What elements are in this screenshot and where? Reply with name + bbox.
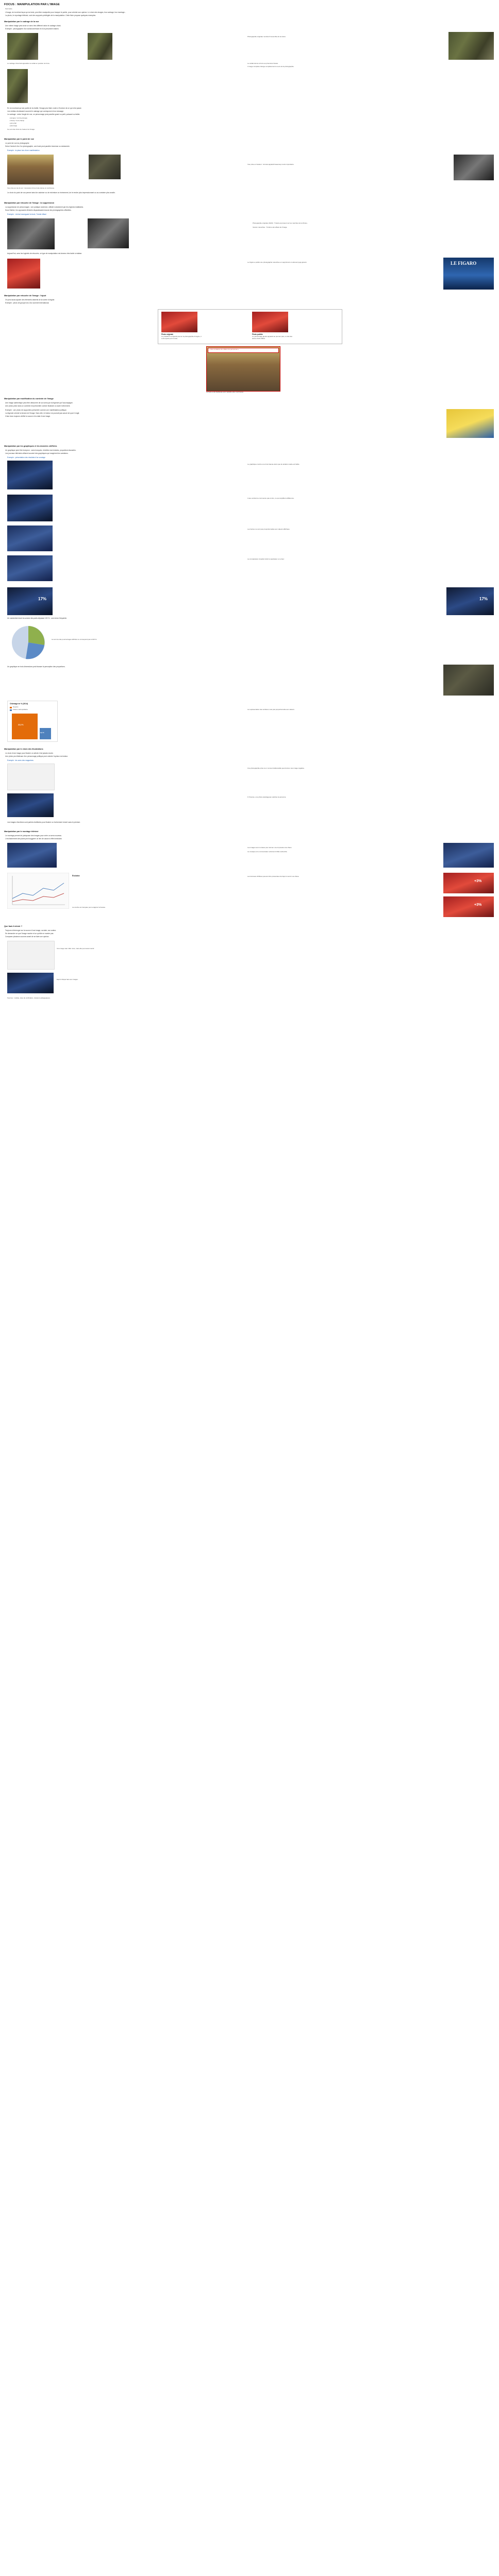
s7-caption-1: Une photographie prise à un moment défavorable peut donner une image négative.	[247, 767, 305, 769]
s5-text-3: Il faut donc toujours vérifier la source et la date d'une image.	[5, 415, 51, 417]
section-9-line-1: Toujours s'interroger sur la source d'une image, sa date, son auteur.	[5, 929, 57, 931]
s3-caption-2: Version retouchée : Trotski a été effacé de l'image.	[253, 226, 288, 228]
montage-frame-1	[7, 843, 57, 868]
montage-frame-2	[443, 843, 494, 868]
magazine-cover-1	[7, 764, 55, 790]
s6-tv-caption-4: La comparaison visuelle induit le spectateur en erreur.	[247, 558, 285, 560]
lenin-retouched-photo	[88, 218, 129, 248]
s9-caption-1: Une image vaut mille mots, mais elle peut aussi mentir.	[57, 947, 95, 950]
figaro-cover	[443, 258, 494, 290]
final-illustration-2	[7, 973, 54, 993]
s4-crowd-caption: La foule a été dupliquée pour paraître plus nombreuse.	[206, 391, 244, 393]
crowd-aerial-photo	[454, 155, 494, 180]
s6-text-2: Un graphique en trois dimensions peut fausser la perception des proportions.	[7, 666, 65, 668]
section-9-line-2: Se demander ce que l'image montre et ce qu'elle ne montre pas.	[5, 933, 54, 935]
legend-swatch-metropole	[10, 709, 12, 711]
legend-label-guyane: Guyane	[13, 706, 19, 708]
tv-graph-2	[7, 495, 53, 521]
s1-text-1: En ne montrant qu'une partie de la réalité, l'image peut faire croire à l'inverse de ce qui s'est passé.	[7, 107, 82, 109]
section-4-title: Manipulation par retouche de l'image : l'ajout	[4, 295, 46, 297]
supporters-photo	[446, 409, 494, 438]
section-8-line-1: Le montage permet de juxtaposer des images pour créer un sens nouveau.	[5, 835, 62, 837]
s6-text-3: La représentation des surfaces n'est pas proportionnelle aux valeurs.	[247, 708, 295, 710]
s1-caption-right-3: L'image complète change complètement le sens de la photographie.	[247, 65, 294, 67]
section-9-line-3: Comparer plusieurs sources avant de se faire une opinion.	[5, 936, 49, 938]
tv-graph-1	[7, 461, 53, 489]
s1-bullet-2: • champ / hors-champ	[9, 120, 25, 122]
s6-tv-caption-3: Les barres ne sont pas proportionnelles aux valeurs affichées.	[247, 528, 290, 530]
s2-example-link[interactable]: Exemple : la place lors d'une manifestation	[7, 149, 40, 151]
soldier-vertical-photo	[7, 69, 28, 103]
s8-text: Les données chiffrées peuvent être présentées de façon à servir une thèse.	[247, 875, 300, 877]
bar-guyane-value: 22,3 %	[18, 724, 24, 726]
bar-metropole	[40, 728, 51, 739]
s9-final-note: Sources : médias, sites de vérification, dossiers pédagogiques.	[7, 997, 51, 999]
percent-tv-2-value: +3%	[474, 903, 482, 907]
section-5-line-2: Une photo prise dans un contexte est présentée comme illustrant un autre événement.	[5, 405, 71, 407]
section-5-title: Manipulation par modification du contexte de l'image	[4, 398, 54, 400]
unemployment-title: Chômage en % (2014)	[10, 703, 28, 705]
s1-note: Ce sont des choix de l'auteur de l'image.	[7, 128, 35, 130]
s2-caption-1: Vue prise au ras du sol : impression d'une foule dense et nombreuse.	[7, 187, 55, 189]
s6-tv-caption-2: L'axe vertical ne commence pas à zéro, ce qui amplifie la différence.	[247, 497, 294, 499]
pie-slice-blue	[26, 642, 44, 659]
legend-label-metropole: France métropolitaine	[13, 708, 28, 710]
s1-text-2: Les médias choisissent souvent le cadrage qui correspond à leur message.	[7, 110, 64, 112]
s5-text-2: La légende oriente la lecture de l'image. Sans elle, le lecteur ne pourrait pas savoir de quoi il s'agit.	[5, 412, 80, 414]
box-left-text: Le président ne figurait pas sur la photographie d'origine, il a été ajouté par la suite.	[161, 335, 202, 340]
percent-badge-left: 17%	[38, 597, 47, 601]
section-3-line-1: La suppression de personnages : une pratique ancienne, utilisée notamment par les régimes totalitaires.	[5, 206, 84, 208]
portrait-photo	[7, 259, 40, 289]
section-1-line-2: Exemple : photographie d'un soldat américain et d'un prisonnier irakien.	[5, 28, 59, 30]
s1-text-3: Le cadrage : selon l'angle de vue, un personnage peut paraître grand ou petit, puissant ou faible.	[7, 113, 80, 115]
pie-slice-green	[28, 626, 44, 645]
crowd-ground-photo	[7, 155, 54, 184]
section-4-line-2: Exemple : photo de groupe lors d'un sommet international.	[5, 302, 49, 304]
pie-chart	[10, 624, 46, 660]
crowd-quote-box	[208, 348, 279, 353]
section-2-line-1: Le point de vue du photographe	[5, 142, 29, 144]
3d-chart-photo	[443, 665, 494, 696]
s8-caption-3: La courbe est tronquée pour exagérer la hausse.	[72, 906, 106, 908]
intro-line-2: La photo, le reportage télévisé, sont des supports privilégiés de la manipulation. Cette fiche propose quelques exemples.	[5, 14, 96, 16]
lenin-original-photo	[7, 218, 55, 249]
s1-caption-left: Le cadrage choisi fait apparaître le soldat en position de force.	[7, 62, 50, 64]
section-6-line-2: Les journaux télévisés utilisent souvent des graphiques qui exagèrent les variations.	[5, 452, 69, 454]
box-right-text: Le personnage ajouté apparaît au premier plan, à côté des autres chefs d'État.	[252, 335, 293, 340]
figaro-logo: LE FIGARO	[451, 261, 477, 266]
section-6-title: Manipulation par les graphiques et les données chiffrées	[4, 445, 57, 447]
s1-bullet-1: • plongée / contre-plongée	[9, 117, 28, 119]
s1-caption-right-2: Le soldat donne à boire au prisonnier blessé.	[247, 62, 278, 64]
tv-graph-3	[7, 526, 53, 551]
section-3-line-2: Sous Staline, les opposants éliminés disparaissaient aussi des photographies officielles.	[5, 209, 72, 211]
section-7-line-2: Une photo peu flatteuse d'un personnage politique peut orienter l'opinion du lecteur.	[5, 755, 69, 757]
summary-label: Sommaire	[5, 8, 12, 10]
percent-badge-right: 17%	[479, 597, 488, 601]
section-2-line-2: Selon l'endroit d'où l'on photographie, une foule peut paraître immense ou clairsemée.	[5, 145, 70, 147]
s3-text-2: Le Figaro a publié une photographie retouchée en supprimant un élément jugé gênant.	[247, 261, 307, 263]
percent-tv-2	[443, 896, 494, 917]
s1-caption-right: Photographie originale montrant l'ensemble de la scène.	[247, 36, 286, 38]
section-9-title: Que faut-il retenir ?	[4, 925, 23, 927]
soldier-photo-2	[88, 33, 112, 60]
s2-text: Le choix du point de vue permet ainsi de valoriser ou de minimiser un événement, de le rendre plus impressionnant ou au contraire plus anodin.	[7, 192, 115, 194]
summit-original-photo	[161, 312, 197, 332]
section-1-title: Manipulation par le cadrage de la vue	[4, 21, 39, 23]
s7-text: Les images d'archives sont parfois réutilisées pour illustrer un événement récent sans le préciser.	[7, 821, 80, 823]
section-4-line-1: On peut aussi ajouter des éléments absents de la scène d'origine.	[5, 299, 55, 301]
s9-caption-2: Esprit critique face aux images.	[57, 978, 78, 980]
box-left-title: Photo originale	[161, 333, 174, 335]
section-7-line-1: Le choix d'une image pour illustrer un article n'est jamais neutre.	[5, 752, 54, 754]
line-chart-title: Évolution	[72, 875, 80, 877]
s6-example-link[interactable]: Exemple : présentation des résultats d'un sondage	[7, 456, 45, 459]
section-3-title: Manipulation par retouche de l'image : la suppression	[4, 202, 55, 204]
s8-caption-2: La musique et le commentaire renforcent l'effet recherché.	[247, 851, 288, 853]
legend-swatch-guyane	[10, 707, 12, 708]
s6-text: Un camembert dont la somme des parts dépasse 100 % : une erreur fréquente.	[7, 617, 68, 619]
pie-caption: La somme des pourcentages affichés ne correspond pas à 100 %.	[52, 638, 97, 640]
final-illustration-1	[7, 941, 55, 970]
tv-graph-4	[7, 555, 53, 581]
s3-example-link[interactable]: Exemple : Lénine haranguant la foule, Trotski effacé	[7, 213, 46, 215]
crowd-photo-2	[89, 155, 121, 179]
comparison-box	[158, 309, 342, 344]
section-7-title: Manipulation par le choix des illustrations	[4, 748, 43, 750]
s2-caption-2: Vue prise en hauteur : la foule apparaît beaucoup moins importante.	[247, 163, 294, 165]
section-2-title: Manipulation par le point de vue	[4, 138, 35, 140]
s5-text-1: Exemple : une photo de supporters présentée comme une manifestation politique.	[5, 409, 67, 411]
unemployment-panel	[7, 701, 58, 742]
intro-line-1: L'image, de la même façon qu'un texte, peut être manipulée pour tromper le public, pour orienter son opinion. Le choix des images, leur cadrage, leur montage...	[5, 11, 126, 13]
page-title: FOCUS : MANIPULATION PAR L'IMAGE	[4, 3, 60, 6]
s1-bullet-4: • plan large	[9, 125, 18, 127]
s8-caption-1: Les images sont montées pour donner une impression de chaos.	[247, 846, 292, 849]
section-8-line-2: L'enchaînement des plans peut suggérer un lien de cause à effet inexistant.	[5, 838, 62, 840]
s6-tv-caption-1: Le graphique montre une forte hausse alors que la variation réelle est faible.	[247, 463, 300, 465]
section-5-line-1: Une image authentique peut être détournée de son sens par la légende qui l'accompagne.	[5, 402, 73, 404]
s7-example-link[interactable]: Exemple : les unes des magazines	[7, 759, 34, 761]
s3-caption-1: Photographie originale (1920) : Trotski est présent sur les marches de la tribune.	[253, 222, 308, 224]
line-chart-panel	[7, 873, 69, 909]
line-chart-frame	[7, 873, 69, 909]
section-1-line-1: Une même image peut avoir un sens très différent selon le cadrage choisi.	[5, 25, 61, 27]
s3-text-1: Aujourd'hui, avec les logiciels de retouche, ce type de manipulation est devenu très facile à réaliser.	[7, 252, 82, 255]
bar-metropole-value: 9,9 %	[40, 732, 44, 734]
crowd-duplicated-photo	[206, 346, 280, 392]
bar-guyane	[12, 714, 38, 739]
summit-published-photo	[252, 312, 288, 332]
soldier-original-photo	[448, 32, 494, 60]
tv-percent-graph-left	[7, 587, 53, 615]
percent-tv-1	[443, 873, 494, 893]
percent-tv-1-value: +3%	[474, 879, 482, 883]
soldier-cropped-photo	[7, 33, 38, 60]
section-8-title: Manipulation par le montage télévisé	[4, 831, 39, 833]
crowd-quote: « Des centaines de milliers de personnes »	[209, 348, 239, 350]
s1-bullet-3: • gros plan	[9, 122, 17, 124]
tv-percent-graph-right	[446, 587, 494, 615]
magazine-cover-2	[7, 793, 54, 817]
section-6-line-1: Un graphique peut être trompeur : axes tronqués, échelles mal choisies, proportions faussées.	[5, 449, 76, 451]
s7-caption-2: À l'inverse, une photo avantageuse valorise la personne.	[247, 796, 287, 798]
box-right-title: Photo publiée	[252, 333, 263, 335]
